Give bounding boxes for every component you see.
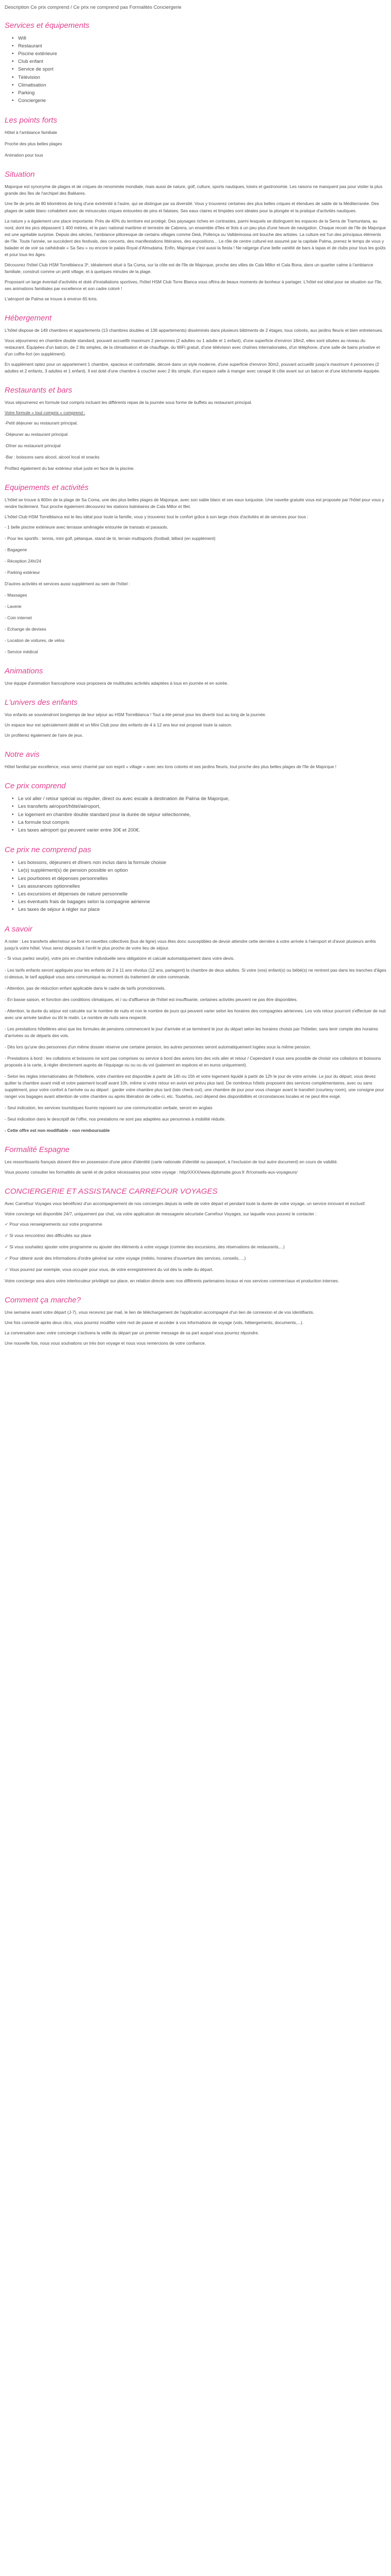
avis-section	[5, 750, 386, 770]
situation-title: Situation	[5, 170, 35, 179]
services-title: Services et équipements	[5, 21, 90, 30]
text-line: - Massages	[5, 592, 27, 598]
restaurants-title: Restaurants et bars	[5, 385, 72, 395]
list-item: • Les boissons, déjeuners et dîners non inclus dans la formule choisie	[12, 859, 386, 867]
list-item: • Restaurant	[12, 42, 386, 50]
paragraph: - Si vous partez seul(e), votre prix en chambre individuelle sera obligatoire et calculé automatiquement dans votre devis.	[5, 956, 235, 961]
paragraph: Hôtel familial par excellence, vous serez charmé par son esprit « village » avec ses tons colorés et ses jardins fleuris, tout proche des plus belles plages de l'île de Majorque !	[5, 764, 337, 770]
text-line: - Service médical	[5, 649, 38, 655]
list-item: • Les pourboires et dépenses personnelles	[12, 875, 386, 883]
text-line: - Réception 24h/24	[5, 558, 41, 564]
text-line: - Location de voitures, de vélos	[5, 638, 64, 643]
text-line: - 1 belle piscine extérieure avec terrasse aménagée entourée de transats et parasols.	[5, 524, 169, 530]
list-item: • Télévision	[12, 74, 386, 81]
comment-title: Comment ça marche?	[5, 1295, 81, 1304]
paragraph: - Cette offre est non modifiable - non remboursable	[5, 1127, 110, 1133]
list-item: • Service de sport	[12, 65, 386, 73]
hebergement-title: Hébergement	[5, 313, 52, 323]
ne-comprend-title: Ce prix ne comprend pas	[5, 845, 91, 855]
paragraph: ✓ Pour vous renseignements sur votre programme	[5, 1221, 103, 1227]
paragraph: Les ressortissants français doivent être en possession d'une pièce d'identité (carte nationale d'identité ou passeport, à l'exclusion de tout autre document) en cours de validité.	[5, 1159, 338, 1164]
text-line: D'autres activités et services aussi supplément au sein de l'hôtel :	[5, 581, 130, 587]
breadcrumb: Description Ce prix comprend / Ce prix ne comprend pas Formalités Conciergerie	[5, 5, 182, 10]
paragraph: La conversation avec votre concierge s'activera la veille du départ par un premier message de sa part auquel vous pourrez répondre.	[5, 1330, 259, 1335]
list-item: • Les taxes aéroport qui peuvent varier entre 30€ et 200€.	[12, 826, 386, 834]
paragraph: Un profiterez également de l'aire de jeux.	[5, 733, 84, 738]
avis-title: Notre avis	[5, 750, 40, 759]
list-item: • Parking	[12, 89, 386, 97]
ne-comprend-list	[5, 859, 386, 913]
paragraph: Profitez également du bar extérieur situé juste en face de la piscine.	[5, 465, 135, 471]
paragraph: - Dès lors qu'une des personnes d'un même dossier réserve une certaine pension, les autres personnes seront automatiquement logées sous la même pension.	[5, 1044, 311, 1049]
paragraph: Vos enfants se souviendront longtemps de leur séjour au HSM Torrelblanca ! Tout a été pensé pour les divertir tout au long de la journée.	[5, 712, 267, 718]
comprend-list	[5, 795, 386, 834]
restaurants-section	[5, 386, 386, 472]
list-item: • Les excursions et dépenses de nature personnelle	[12, 890, 386, 898]
enfants-title: L'univers des enfants	[5, 698, 78, 707]
points-forts-title: Les points forts	[5, 116, 57, 125]
paragraph: Une fois connecté après deux clics, vous pourrez modifier votre mot de passe et accéder à vos informations de voyage (vols, hébergements, documents,...).	[5, 1319, 304, 1325]
ne-comprend-section	[5, 845, 386, 913]
services-section	[5, 21, 386, 105]
list-item: • Piscine extérieure	[12, 50, 386, 58]
paragraph: - Seul indication, les services touristiques fournis reposent sur une communication verbale, seront en anglais	[5, 1105, 213, 1110]
text-line: -Déjeuner au restaurant principal	[5, 431, 68, 437]
paragraph: Votre concierge sera alors votre interlocuteur privilégié sur place, en relation directe avec nos différents partenaires locaux et nos services commerciaux et production internes.	[5, 1278, 339, 1283]
conciergerie-section	[5, 1187, 386, 1284]
savoir-section	[5, 925, 386, 1133]
paragraph: L'hôtel Club HSM Torrelblanca est le lieu idéal pour toute la famille, vous y trouverez tout le confort grâce à son large choix d'activités et de services pour tous :	[5, 514, 308, 519]
list-item: • Les taxes de séjour à régler sur place	[12, 906, 386, 913]
text-line: - Bagagerie	[5, 547, 27, 552]
savoir-title: A savoir	[5, 925, 32, 934]
equipements-section	[5, 483, 386, 655]
paragraph: - Attention, la durée du séjour est calculée sur le nombre de nuits et non le nombre de jours qui peuvent varier selon les horaires des compagnies aériennes. Les vols retour pourront s'effectuer de nuit avec une arrivée tardive ou tôt le matin. Le nombre de nuits sera respecté.	[5, 1008, 386, 1020]
paragraph: - Selon les règles internationales de l'hôtellerie, votre chambre est disponible à partir de 14h ou 15h et votre logement liquidé à partir de 12h le jour de votre arrivée. Le jour du départ, vous devez quitter la chambre avant midi et votre paiement locatif avant 10h, même si votre retour en avion est prévu plus tard. De nombreux hôtels proposent des services complémentaires, avec ou sans supplément, pour votre confort à l'arrivée ou au départ : garder votre chambre plus tard (late check-out), une chambre de jour pour vous changer avant le transfert (courtesy room), une consigne pour ranger vos bagages avant attention de votre chambre ou après libération de celle-ci, etc. Toutefois, ceci dépend des disponibilités et circonstances locales et ne peut être exigé.	[5, 1073, 384, 1099]
paragraph: Un espace leur est spécialement dédié et un Mini Club pour des enfants de 4 à 12 ans leur est proposé toute la saison.	[5, 722, 233, 728]
paragraph: La nature y a également une place importante. Près de 40% du territoire est protégé. Des paysages riches en contrastes, parmi lesquels se distinguent les espaces de la Serra de Tramuntana, au nord, dont les pics dépassent 1 400 mètres, et le parc national maritime et terrestre de Cabrera, un ensemble d'îles et îlots à un peu plus d'une heure de navigation. Chaque recoin de l'île de Majorque est une agréable surprise. Depuis des siècles, l'ambiance pittoresque de certains villages comme Deià, Pollença ou Valldemossa ont bouche des artistes. La culture est l'un des principaux éléments de l'île. Toute l'année, se succèdent des festivals, des concerts, des manifestations littéraires, des expositions... Le rôle de centre culturel est assumé par la capitale Palma, prenez le temps de vous y balader et de voir sa cathédrale « Sa Seu » ou encore le palais Royal d'Almudaina. Enfin, Majorque c'est aussi la fiesta ! Ne ratgerge d'une belle variété de bars à tapas et de clubs pour tous les goûts et pour tous les âges.	[5, 218, 386, 257]
paragraph: Majorque est synonyme de plages et de criques de renommée mondiale, mais aussi de nature, golf, culture, sports nautiques, loisirs et gastronomie. Les raisons ne manquent pas pour visiter la plus grande des îles de l'archipel des Baléares.	[5, 184, 383, 196]
paragraph: Proposant un large éventail d'activités et doté d'installations sportives, l'hôtel HSM Club Torre Blanca vous offrira de beaux moments de bonheur à partager. L'hôtel est idéal pour se situation sur l'île, ses animations familiales par excellence et son cadre coloré !	[5, 279, 383, 291]
paragraph: Votre concierge est disponible 24/7, uniquement par chat, via votre application de messagerie sécurisée Carrefour Voyages, sur laquelle vous pouvez le contacter :	[5, 1211, 317, 1216]
list-item: • Climatisation	[12, 81, 386, 89]
paragraph: Vous séjournerez en chambre double standard, pouvant accueillir maximum 2 personnes (2 adultes ou 1 adulte et 1 enfant), d'une superficie d'environ 18m2, elles sont situées au niveau du restaurant. Équipées d'un balcon, de 2 lits simples, de la climatisation et de chauffage, du WiFi gratuit, d'une télévision avec chaînes internationales, d'un téléphone, d'une salle de bains privative et d'un coffre-fort (en supplément).	[5, 337, 380, 357]
list-item: • Le logement en chambre double standard pour la durée de séjour sélectionnée,	[12, 811, 386, 819]
text-line: - Coin internet	[5, 615, 32, 621]
animations-title: Animations	[5, 667, 43, 676]
comprend-section	[5, 782, 386, 834]
text-line: -Bar : boissons sans alcool, alcool local et snacks	[5, 454, 100, 460]
services-list	[5, 35, 386, 105]
paragraph: - Les prestations hôtelières ainsi que les formules de pensions commencent le jour d'arrivée et se terminent le jour du départ selon les horaires choisis par l'hôtelier, sans tenir compte des horaires d'arrivées ou de départs des vols.	[5, 1026, 378, 1038]
list-item: • Les éventuels frais de bagages selon la compagnie aérienne	[12, 898, 386, 906]
paragraph: Découvrez l'hôtel Club HSM Torrelblanca 3*, idéalement situé à Sa Coma, sur la côte est de l'île de Majorque, proche des villes de Cala Millor et Cala Bona, dans un quartier calme à l'ambiance familiale, construit comme un petit village, et à quelques minutes de la plage.	[5, 262, 373, 274]
formula-heading: Votre formule « tout compris » comprend :	[5, 410, 85, 415]
enfants-section	[5, 698, 386, 739]
paragraph: - Attention, pas de réduction enfant applicable dans le cadre de tarifs promotionnels.	[5, 985, 166, 991]
paragraph: Vous pouvez consulter les formalités de santé et de police nécessaires pour votre voyage : http/XXXX/www.diplomatie.gouv.fr /fr/conseils-aux-voyageurs/	[5, 1169, 298, 1175]
list-item: • Les transferts aéroport/hôtel/aéroport,	[12, 803, 386, 810]
points-forts-section	[5, 116, 386, 159]
paragraph: L'hôtel se trouve à 800m de la plage de Sa Coma, une des plus belles plages de Majorque, avec son sable blanc et ses eaux turquoise. Une navette gratuite vous est proposée par l'hôtel pour vous y rendre facilement. Tout proche également découvrez les stations balnéaires de Cala Millor et Illet.	[5, 497, 384, 509]
animations-section	[5, 667, 386, 687]
paragraph: Vous séjournerez en formule tout compris incluant les différents repas de la journée sous forme de buffets au restaurant principal.	[5, 399, 252, 405]
text-line: Proche des plus belles plages	[5, 141, 62, 147]
text-line: - Pour les sportifs : tennis, mini golf, pétanque, stand de tir, terrain multisports (football, billard (en supplément)	[5, 535, 216, 541]
paragraph: ✓ Si vous souhaitez ajouter votre programme ou ajouter des éléments à votre voyage (comme des excursions, des réservations de restaurants,...)	[5, 1244, 285, 1249]
conciergerie-title: CONCIERGERIE ET ASSISTANCE CARREFOUR VOYAGES	[5, 1187, 218, 1196]
text-line: Hôtel à l'ambiance familiale	[5, 130, 57, 135]
paragraph: ✓ Si vous rencontrez des difficultés sur place	[5, 1232, 91, 1238]
list-item: • Conciergerie	[12, 97, 386, 105]
paragraph: A noter : Les transferts aller/retour se font en navettes collectives (bus de ligne) vous êtes donc susceptibles de devoir attendre cette dernière à votre arrivée à l'aéroport et d'avoir plusieurs arrêts jusqu'à votre hôtel. Vous serez déposés à l'arrêt le plus proche de votre lieu de séjour.	[5, 939, 376, 951]
text-line: Animation pour tous	[5, 152, 43, 158]
text-line: - Parking extérieur	[5, 570, 40, 575]
list-item: • Wifi	[12, 35, 386, 42]
paragraph: ✓ Pour obtenir avoir des informations d'ordre général sur votre voyage (météo, horaires d'ouverture des services, conseils, ...)	[5, 1255, 246, 1261]
text-line: - Echange de devises	[5, 626, 46, 632]
paragraph: En supplément optez pour un appartement 1 chambre, spacieux et confortable, décoré dans un style moderne, d'une superficie d'environ 30m2, pouvant accueillir jusqu'à maximum 4 personnes (2 adultes et 2 enfants, 3 adultes et 1 enfant). Il est doté d'une chambre à coucher avec 2 lits simple, d'un espace salle à manger avec canapé lit côte avant sur un balcon et d'une kitchenette équipée.	[5, 361, 380, 374]
list-item: • Club enfant	[12, 58, 386, 65]
hebergement-section	[5, 314, 386, 375]
paragraph: L'aéroport de Palma se trouve à environ 65 kms.	[5, 296, 98, 301]
paragraph: - Seul indication dans le descriptif de l'offre, nos prestations ne sont pas adaptées aux personnes à mobilité réduite.	[5, 1116, 226, 1122]
list-item: • Le vol aller / retour spécial ou régulier, direct ou avec escale à destination de Palma de Majorque,	[12, 795, 386, 803]
paragraph: Une équipe d'animation francophone vous proposera de multitudes activités adaptées à tous en journée et en soirée.	[5, 681, 229, 686]
situation-section	[5, 170, 386, 302]
equipements-title: Equipements et activités	[5, 483, 89, 492]
formalite-section	[5, 1145, 386, 1176]
paragraph: Une nouvelle fois, nous vous souhaitons un très bon voyage et nous vous remercions de votre confiance.	[5, 1340, 206, 1346]
paragraph: - En basse saison, et fonction des conditions climatiques, et / ou d'affluence de l'hôtel est insuffisante, certaines activités peuvent ne pas être disponibles.	[5, 996, 298, 1002]
text-line: -Petit déjeuner au restaurant principal.	[5, 420, 78, 426]
text-line: - Laverie	[5, 604, 22, 609]
paragraph: L'hôtel dispose de 149 chambres et appartements (13 chambres doubles et 136 appartements) disséminés dans plusieurs bâtiments de 2 étages, tous colorés, aux jardins fleuris et bien entretenues.	[5, 327, 383, 333]
text-line: -Dîner au restaurant principal	[5, 443, 61, 448]
paragraph: - Prestations à bord : les collations et boissons ne sont pas comprises ou service à bord des avions lors des vols aller et retour / Cependant il vous sera possible de choisir vos collations et boissons proposés à la carte, à régler directement auprès de l'équipage ou ou ou du vol (paiement en espèces et en euros uniquement).	[5, 1055, 381, 1067]
formalite-title: Formalité Espagne	[5, 1145, 70, 1154]
paragraph: ✓ Vous pourrez par exemple, vous occuper pour vous, de votre enregistrement du vol dès la veille du départ.	[5, 1266, 214, 1272]
paragraph: Une île de près de 80 kilomètres de long d'une extrémité à l'autre, qui se distingue par sa diversité. Vous y trouverez certaines des plus belles criques et étendues de sable de la Méditerranée. Des plages de sable blanc cohabitent avec de minuscules criques entourées de pins et falaises. Ses eaux claires et limpides sont idéales pour la plongée et la pratique d'activités nautiques.	[5, 201, 379, 213]
list-item: • La formule tout compris	[12, 819, 386, 826]
paragraph: - Les tarifs enfants seront appliqués pour les enfants de 2 à 11 ans révolus (12 ans, partagent) la chambre de deux adultes. Si votre (vos) enfant(s) ou bébé(s) ne rentrent pas dans les tranches d'âges ci-dessus, le tarif appliqué vous sera communiqué au moment du traitement de votre commande.	[5, 967, 386, 979]
comment-section	[5, 1296, 386, 1347]
comprend-title: Ce prix comprend	[5, 782, 66, 791]
list-item: • Les assurances optionnelles	[12, 883, 386, 890]
paragraph: Une semaine avant votre départ (J-7), vous recevrez par mail, le lien de téléchargement de l'application accompagné d'un lien de connexion et de vos identifiants.	[5, 1309, 315, 1315]
paragraph: Avec Carrefour Voyages vous bénéficiez d'un accompagnement de nos concierges depuis la veille de votre départ et pendant toute la durée de votre voyage, un service innovant et exclusif.	[5, 1200, 366, 1206]
list-item: • Le(s) supplément(s) de pension possible en option	[12, 867, 386, 874]
